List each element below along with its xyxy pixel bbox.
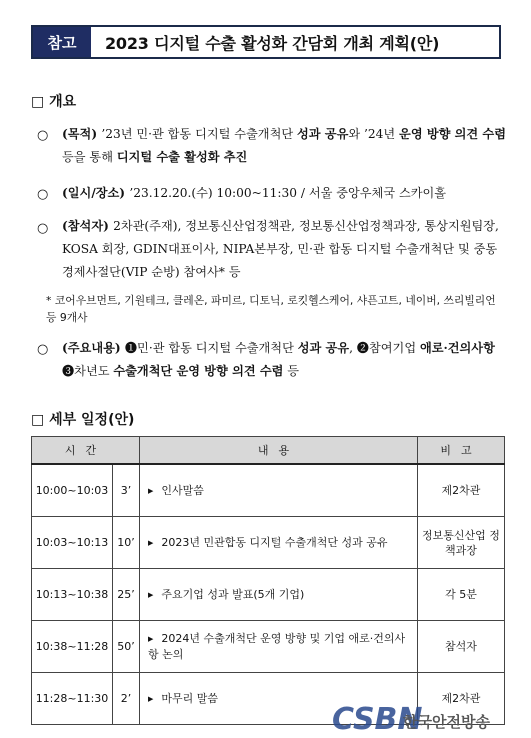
row-duration: 2’: [113, 673, 140, 725]
schedule-table: [31, 436, 505, 725]
row-content: [140, 517, 418, 569]
attendee-footnote: * 코어우브먼트, 기원테크, 클레온, 파미르, 디토닉, 로킷헬스케어, 샤픈고트, 네이버, 쓰리빌리언 등 9개사: [46, 294, 496, 324]
triangle-bullet-icon: ▶: [148, 694, 154, 703]
emphasis-text: 디지털 수출 활성화 추진: [116, 150, 248, 164]
bullet-icon: ○: [37, 187, 49, 202]
triangle-bullet-icon: ▶: [148, 538, 154, 547]
body-text: 등: [283, 364, 300, 378]
overview-main-content: [62, 337, 507, 383]
body-text: , ❷참여기업: [349, 341, 420, 355]
schedule-heading: □ 세부 일정(안): [31, 412, 135, 428]
emphasis-text: (참석자): [62, 219, 114, 233]
row-note: 참석자: [418, 621, 505, 673]
emphasis-text: 성과 공유: [297, 341, 350, 355]
body-text: 2차관(주재), 정보통신산업정책관, 정보통신산업정책과장, 통상지원팀장, KOSA 회장, GDIN대표이사, NIPA본부장, 민·관 합동 디지털 수출개척단 및 중동경제사절단(VIP 순방) 참여사* 등: [62, 219, 499, 279]
row-note: 정보통신산업 정책과장: [418, 517, 505, 569]
row-duration: 3’: [113, 464, 140, 517]
row-content: [140, 464, 418, 517]
body-text: ’23년 민·관 합동 디지털 수출개척단: [101, 127, 298, 141]
row-time: 11:28~11:30: [32, 673, 113, 725]
row-content-text: 2024년 수출개척단 운영 방향 및 기업 애로·건의사항 논의: [148, 631, 406, 661]
row-time: 10:00~10:03: [32, 464, 113, 517]
emphasis-text: 애로·건의사항: [419, 341, 495, 355]
row-duration: 25’: [113, 569, 140, 621]
triangle-bullet-icon: ▶: [148, 486, 154, 495]
column-header-content: 내용: [140, 437, 418, 465]
overview-datetime-place: [62, 182, 507, 205]
triangle-bullet-icon: ▶: [148, 634, 154, 643]
emphasis-text: (일시/장소): [62, 186, 130, 200]
overview-heading: □ 개요: [31, 94, 77, 110]
emphasis-text: 수출개척단 운영 방향 의견 수렴: [113, 364, 284, 378]
bullet-icon: ○: [37, 221, 49, 236]
row-content-text: 2023년 민관합동 디지털 수출개척단 성과 공유: [161, 535, 388, 549]
table-row: [32, 569, 505, 621]
overview-purpose: [62, 123, 507, 169]
table-row: [32, 621, 505, 673]
emphasis-text: 운영 방향 의견 수렴: [399, 127, 506, 141]
row-note: 제2차관: [418, 673, 505, 725]
logo-wordmark: CSBN: [332, 702, 423, 737]
body-text: ❸차년도: [62, 364, 114, 378]
emphasis-text: (주요내용): [62, 341, 125, 355]
emphasis-text: 성과 공유: [297, 127, 349, 141]
body-text: ❶민·관 합동 디지털 수출개척단: [124, 341, 298, 355]
body-text: 와 ’24년: [348, 127, 400, 141]
bullet-icon: ○: [37, 342, 49, 357]
reference-tag: 참고: [33, 27, 91, 57]
body-text: ’23.12.20.(수) 10:00~11:30 / 서울 중앙우체국 스카이홀: [129, 186, 447, 200]
table-header-row: [32, 437, 505, 465]
emphasis-text: (목적): [62, 127, 102, 141]
row-time: 10:38~11:28: [32, 621, 113, 673]
document-title: 2023 디지털 수출 활성화 간담회 개최 계획(안): [105, 33, 440, 53]
row-content-text: 마무리 말씀: [161, 691, 219, 705]
row-note: 제2차관: [418, 464, 505, 517]
bullet-icon: ○: [37, 128, 49, 143]
row-content: [140, 621, 418, 673]
triangle-bullet-icon: ▶: [148, 590, 154, 599]
row-time: 10:13~10:38: [32, 569, 113, 621]
title-bar: [31, 25, 501, 59]
table-row: [32, 517, 505, 569]
row-content: [140, 569, 418, 621]
brand-name: 한국안전방송: [403, 713, 490, 731]
row-note: 각 5분: [418, 569, 505, 621]
column-header-note: 비고: [418, 437, 505, 465]
body-text: 등을 통해: [62, 150, 117, 164]
row-content-text: 인사말씀: [161, 483, 204, 497]
row-content-text: 주요기업 성과 발표(5개 기업): [161, 587, 305, 601]
table-row: [32, 464, 505, 517]
row-time: 10:03~10:13: [32, 517, 113, 569]
row-duration: 50’: [113, 621, 140, 673]
overview-attendees: [62, 215, 507, 284]
column-header-time: 시간: [32, 437, 140, 465]
row-duration: 10’: [113, 517, 140, 569]
